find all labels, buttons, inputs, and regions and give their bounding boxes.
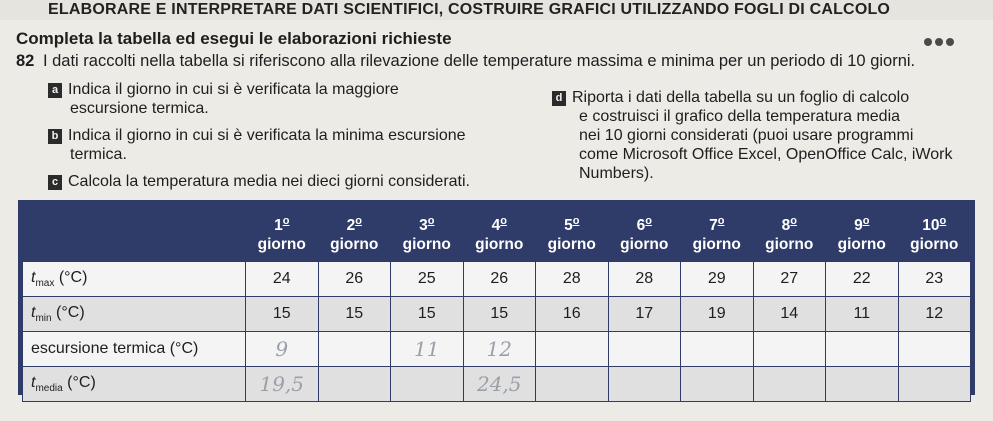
problem-number: 82 bbox=[16, 52, 35, 70]
day-header: 6$^o$ giorno bbox=[608, 205, 681, 262]
row-label-escursione: escursione termica (°C) bbox=[23, 332, 246, 367]
day-header: 9$^o$ giorno bbox=[826, 205, 899, 262]
problem-text: I dati raccolti nella tabella si riferiscono alla rilevazione delle temperature massima e minima per un periodo di 10 giorni. bbox=[42, 52, 916, 70]
question-d-line1: Riporta i dati della tabella su un foglio di calcolo bbox=[572, 89, 910, 106]
table-cell: 15 bbox=[391, 297, 464, 332]
table-cell: 15 bbox=[463, 297, 536, 332]
table-cell: 17 bbox=[608, 297, 681, 332]
table-cell: 14 bbox=[753, 297, 826, 332]
table-cell: 28 bbox=[536, 262, 609, 297]
row-label-tmedia: $t_{media}$ (°C) bbox=[23, 367, 246, 402]
table-cell-handwritten: 9 bbox=[246, 332, 319, 367]
table-header-row bbox=[23, 205, 971, 262]
question-b-line1: Indica il giorno in cui si è verificata la minima escursione bbox=[68, 127, 466, 144]
table-cell: 24 bbox=[246, 262, 319, 297]
badge-c: c bbox=[48, 175, 62, 190]
table-cell-handwritten bbox=[608, 332, 681, 367]
table-cell: 15 bbox=[318, 297, 391, 332]
day-header: 3$^o$ giorno bbox=[391, 205, 464, 262]
question-a bbox=[48, 80, 498, 118]
table-cell: 15 bbox=[246, 297, 319, 332]
temperature-table-frame bbox=[18, 200, 975, 395]
table-cell-handwritten: 24,5 bbox=[463, 367, 536, 402]
day-header: 1$^o$ giorno bbox=[246, 205, 319, 262]
table-cell-handwritten bbox=[826, 332, 899, 367]
badge-b: b bbox=[48, 129, 62, 144]
table-cell: 12 bbox=[898, 297, 971, 332]
badge-a: a bbox=[48, 83, 62, 98]
row-label-tmax: $t_{max}$ (°C) bbox=[23, 262, 246, 297]
table-cell-handwritten bbox=[318, 367, 391, 402]
table-cell: 19 bbox=[681, 297, 754, 332]
temperature-table bbox=[22, 204, 971, 402]
day-header: 8$^o$ giorno bbox=[753, 205, 826, 262]
question-b bbox=[48, 126, 498, 164]
question-d-line2: e costruisci il grafico della temperatura media bbox=[579, 108, 901, 125]
question-a-line2: escursione termica. bbox=[70, 100, 209, 117]
table-cell-handwritten bbox=[681, 332, 754, 367]
table-cell-handwritten bbox=[826, 367, 899, 402]
header-empty-cell bbox=[23, 205, 246, 262]
table-cell-handwritten bbox=[391, 367, 464, 402]
table-row-escursione bbox=[23, 332, 971, 367]
day-header: 10$^o$ giorno bbox=[898, 205, 971, 262]
day-header: 4$^o$ giorno bbox=[463, 205, 536, 262]
table-cell-handwritten bbox=[753, 367, 826, 402]
question-a-line1: Indica il giorno in cui si è verificata la maggiore bbox=[68, 81, 399, 98]
row-label-tmin: $t_{min}$ (°C) bbox=[23, 297, 246, 332]
question-d-line4: come Microsoft Office Excel, OpenOffice Calc, iWork bbox=[579, 146, 953, 163]
table-cell-handwritten bbox=[898, 332, 971, 367]
table-cell: 23 bbox=[898, 262, 971, 297]
table-cell: 25 bbox=[391, 262, 464, 297]
table-cell: 29 bbox=[681, 262, 754, 297]
table-cell-handwritten bbox=[318, 332, 391, 367]
table-cell-handwritten: 19,5 bbox=[246, 367, 319, 402]
problem-statement bbox=[16, 52, 915, 71]
table-cell: 11 bbox=[826, 297, 899, 332]
day-header: 2$^o$ giorno bbox=[318, 205, 391, 262]
table-cell-handwritten bbox=[753, 332, 826, 367]
table-cell-handwritten bbox=[536, 367, 609, 402]
table-row-tmedia bbox=[23, 367, 971, 402]
question-d bbox=[552, 88, 962, 183]
table-cell-handwritten bbox=[681, 367, 754, 402]
question-c bbox=[48, 172, 498, 191]
day-header: 5$^o$ giorno bbox=[536, 205, 609, 262]
table-cell-handwritten: 11 bbox=[391, 332, 464, 367]
table-cell-handwritten: 12 bbox=[463, 332, 536, 367]
table-cell: 27 bbox=[753, 262, 826, 297]
header-band bbox=[0, 0, 993, 20]
chapter-header: ELABORARE E INTERPRETARE DATI SCIENTIFICI, COSTRUIRE GRAFICI UTILIZZANDO FOGLI DI CALCOLO bbox=[48, 1, 891, 18]
table-cell: 16 bbox=[536, 297, 609, 332]
table-cell: 22 bbox=[826, 262, 899, 297]
question-d-line5: Numbers). bbox=[579, 165, 654, 182]
difficulty-dots-icon bbox=[924, 38, 954, 46]
day-header: 7$^o$ giorno bbox=[681, 205, 754, 262]
table-cell-handwritten bbox=[608, 367, 681, 402]
table-cell-handwritten bbox=[898, 367, 971, 402]
badge-d: d bbox=[552, 91, 566, 106]
table-row-tmin bbox=[23, 297, 971, 332]
section-title: Completa la tabella ed esegui le elaborazioni richieste bbox=[16, 29, 452, 48]
table-cell: 26 bbox=[463, 262, 536, 297]
table-cell: 26 bbox=[318, 262, 391, 297]
table-cell-handwritten bbox=[536, 332, 609, 367]
table-cell: 28 bbox=[608, 262, 681, 297]
question-b-line2: termica. bbox=[70, 146, 127, 163]
question-d-line3: nei 10 giorni considerati (puoi usare programmi bbox=[579, 127, 914, 144]
table-row-tmax bbox=[23, 262, 971, 297]
question-c-line1: Calcola la temperatura media nei dieci giorni considerati. bbox=[68, 173, 470, 190]
